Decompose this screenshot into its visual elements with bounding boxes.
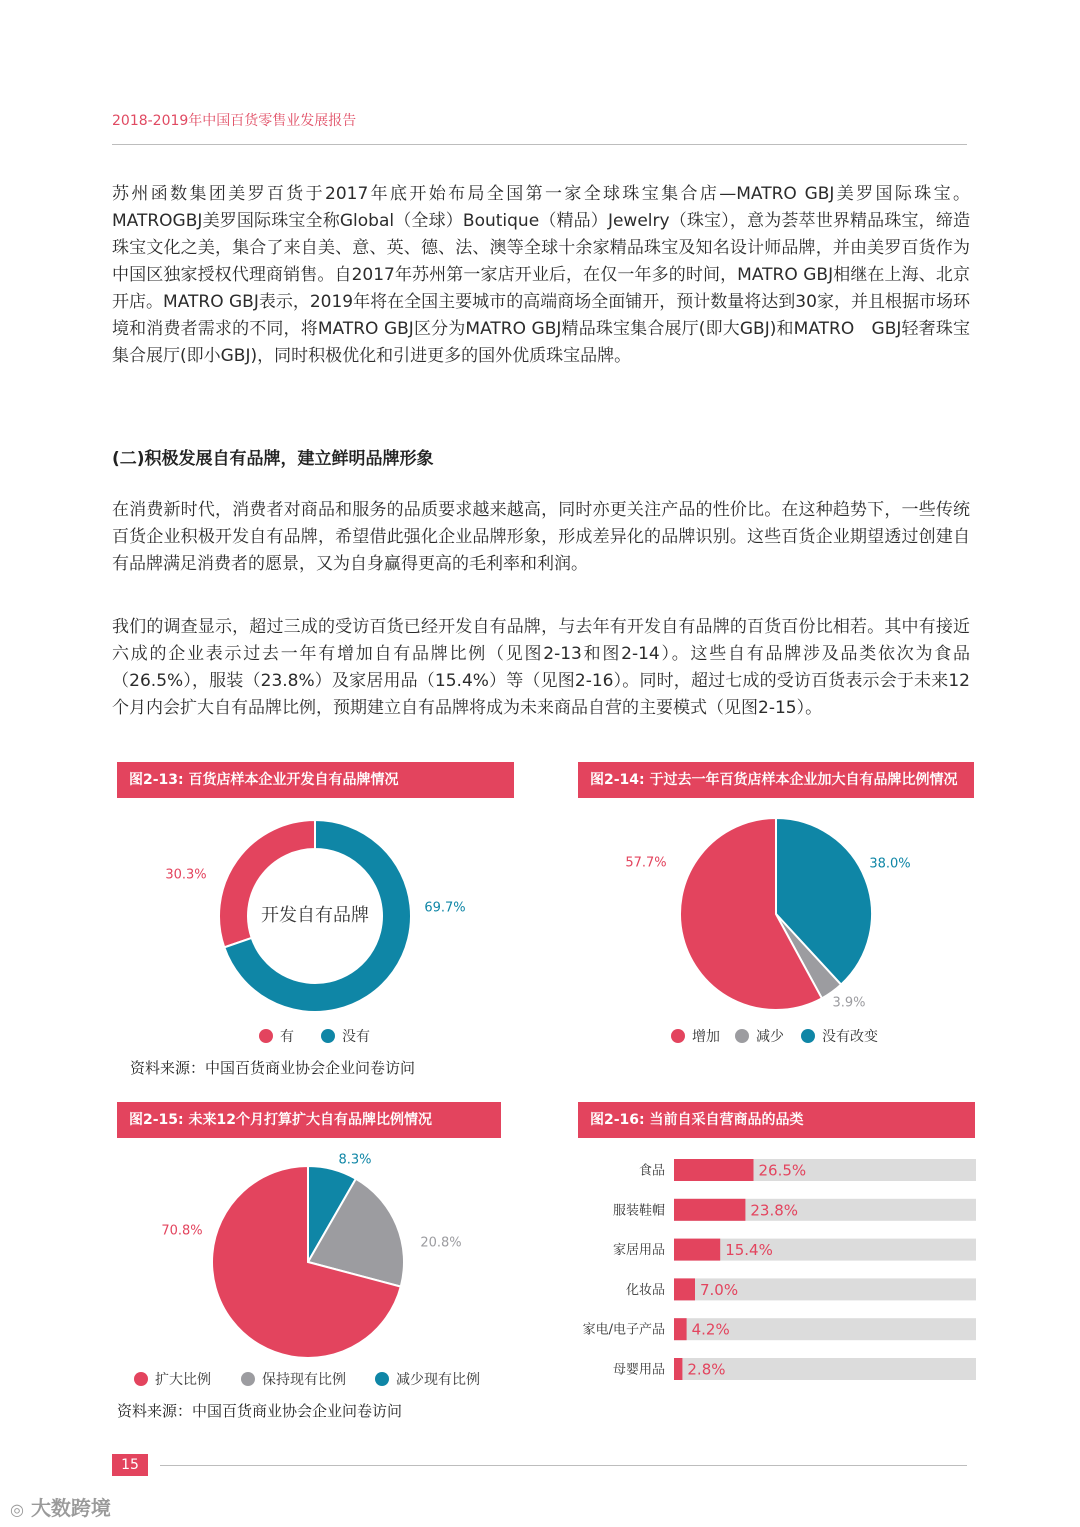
paragraph-survey: 我们的调查显示，超过三成的受访百货已经开发自有品牌，与去年有开发自有品牌的百货百份比相若。其中有接近六成的企业表示过去一年有增加自有品牌比例（见图2-13和图2-14）。这些自有品牌涉及品类依次为食品（26.5%），服装（23.8%）及家居用品（15.4%）等（见图2-16）。同时，超过七成的受访百货表示会于未来12个月内会扩大自有品牌比例，预期建立自有品牌将成为未来商品自营的主要模式（见图2-15）。: [112, 617, 970, 718]
pie2-legend-marker-1: [241, 1372, 255, 1386]
pie1-legend-marker-1: [735, 1029, 749, 1043]
pie2-legend-marker-0: [134, 1372, 148, 1386]
source-note-2: 资料来源：中国百货商业协会企业问卷访问: [117, 1402, 403, 1420]
pie1-data-label-1: 3.9%: [832, 995, 866, 1011]
watermark: [10, 1492, 111, 1521]
pie0-legend-marker-0: [259, 1029, 273, 1043]
pie2-legend-label-1: 保持现有比例: [262, 1372, 346, 1388]
bar-3: [674, 1278, 695, 1300]
bar-data-label-1: 23.8%: [750, 1201, 799, 1220]
bar-1: [674, 1199, 745, 1221]
figure-2-13-title: 图2-13: 百货店样本企业开发自有品牌情况: [117, 762, 514, 798]
pie0-legend-label-1: 没有: [342, 1029, 370, 1045]
bar-data-label-2: 15.4%: [725, 1241, 773, 1260]
report-header: 2018-2019年中国百货零售业发展报告: [112, 113, 357, 129]
paragraph-matro: 苏州函数集团美罗百货于2017年底开始布局全国第一家全球珠宝集合店—MATRO GBJ美罗国际珠宝。MATROGBJ美罗国际珠宝全称Global（全球）Boutique（精品）Jewelry（珠宝），意为荟萃世界精品珠宝，缔造珠宝文化之美，集合了来自美、意、英、德、法、澳等全球十余家精品珠宝及知名设计师品牌，并由美罗百货作为中国区独家授权代理商销售。自2017年苏州第一家店开业后，在仅一年多的时间，MATRO GBJ相继在上海、北京开店。MATRO GBJ表示，2019年将在全国主要城市的高端商场全面铺开，预计数量将达到30家，并且根据市场环境和消费者需求的不同，将MATRO GBJ区分为MATRO GBJ精品珠宝集合展厅(即大GBJ)和MATRO GBJ轻奢珠宝集合展厅(即小GBJ)，同时积极优化和引进更多的国外优质珠宝品牌。: [112, 184, 970, 366]
pie0-data-label-0: 30.3%: [165, 867, 207, 883]
pie2-legend-label-2: 减少现有比例: [396, 1372, 480, 1388]
pie2-data-label-2: 8.3%: [338, 1152, 372, 1168]
pie0-slice-0: [219, 820, 315, 947]
source-note-1: 资料来源：中国百货商业协会企业问卷访问: [130, 1059, 416, 1077]
bar-data-label-4: 4.2%: [691, 1320, 730, 1339]
bar-category-label-5: 母婴用品: [612, 1362, 665, 1378]
bar-data-label-5: 2.8%: [687, 1360, 726, 1379]
bar-category-label-2: 家居用品: [612, 1243, 665, 1259]
watermark-text: 大数跨境: [30, 1496, 111, 1520]
pie1-legend-label-2: 没有改变: [822, 1029, 878, 1045]
bar-category-label-3: 化妆品: [625, 1282, 665, 1298]
figure-2-14-title: 图2-14: 于过去一年百货店样本企业加大自有品牌比例情况: [578, 762, 974, 798]
bar-category-label-1: 服装鞋帽: [612, 1203, 665, 1219]
watermark-logo-icon: ◎: [10, 1500, 24, 1519]
figure-2-16-title: 图2-16: 当前自采自营商品的品类: [578, 1102, 975, 1138]
bar-category-label-4: 家电/电子产品: [582, 1322, 665, 1338]
paragraph-intro: 在消费新时代，消费者对商品和服务的品质要求越来越高，同时亦更关注产品的性价比。在这种趋势下，一些传统百货企业积极开发自有品牌，希望借此强化企业品牌形象，形成差异化的品牌识别。这些百货企业期望透过创建自有品牌满足消费者的愿景，又为自身赢得更高的毛利率和利润。: [112, 500, 970, 574]
pie1-legend-label-0: 增加: [692, 1029, 720, 1045]
pie1-data-label-2: 38.0%: [869, 856, 911, 872]
pie0-center-label: 开发自有品牌: [261, 905, 369, 926]
bar-5: [674, 1358, 682, 1380]
bar-data-label-0: 26.5%: [758, 1161, 807, 1180]
pie1-legend-marker-2: [801, 1029, 815, 1043]
pie2-data-label-1: 20.8%: [420, 1235, 462, 1251]
pie1-data-label-0: 57.7%: [625, 855, 667, 871]
page-number: 15: [112, 1454, 148, 1476]
bar-2: [674, 1239, 720, 1261]
pie0-legend-label-0: 有: [280, 1029, 294, 1045]
pie2-data-label-0: 70.8%: [161, 1223, 203, 1239]
pie1-legend-marker-0: [671, 1029, 685, 1043]
pie0-data-label-1: 69.7%: [424, 900, 466, 916]
pie2-legend-label-0: 扩大比例: [155, 1372, 211, 1388]
pie1-legend-label-1: 减少: [756, 1029, 784, 1045]
bar-4: [674, 1318, 687, 1340]
footer-divider: [160, 1465, 967, 1466]
figure-2-15-title: 图2-15: 未来12个月打算扩大自有品牌比例情况: [117, 1102, 501, 1138]
bar-category-label-0: 食品: [638, 1163, 665, 1179]
section-title: (二)积极发展自有品牌，建立鲜明品牌形象: [112, 449, 434, 469]
pie2-legend-marker-2: [375, 1372, 389, 1386]
bar-data-label-3: 7.0%: [700, 1280, 739, 1299]
pie0-legend-marker-1: [321, 1029, 335, 1043]
bar-0: [674, 1159, 754, 1181]
